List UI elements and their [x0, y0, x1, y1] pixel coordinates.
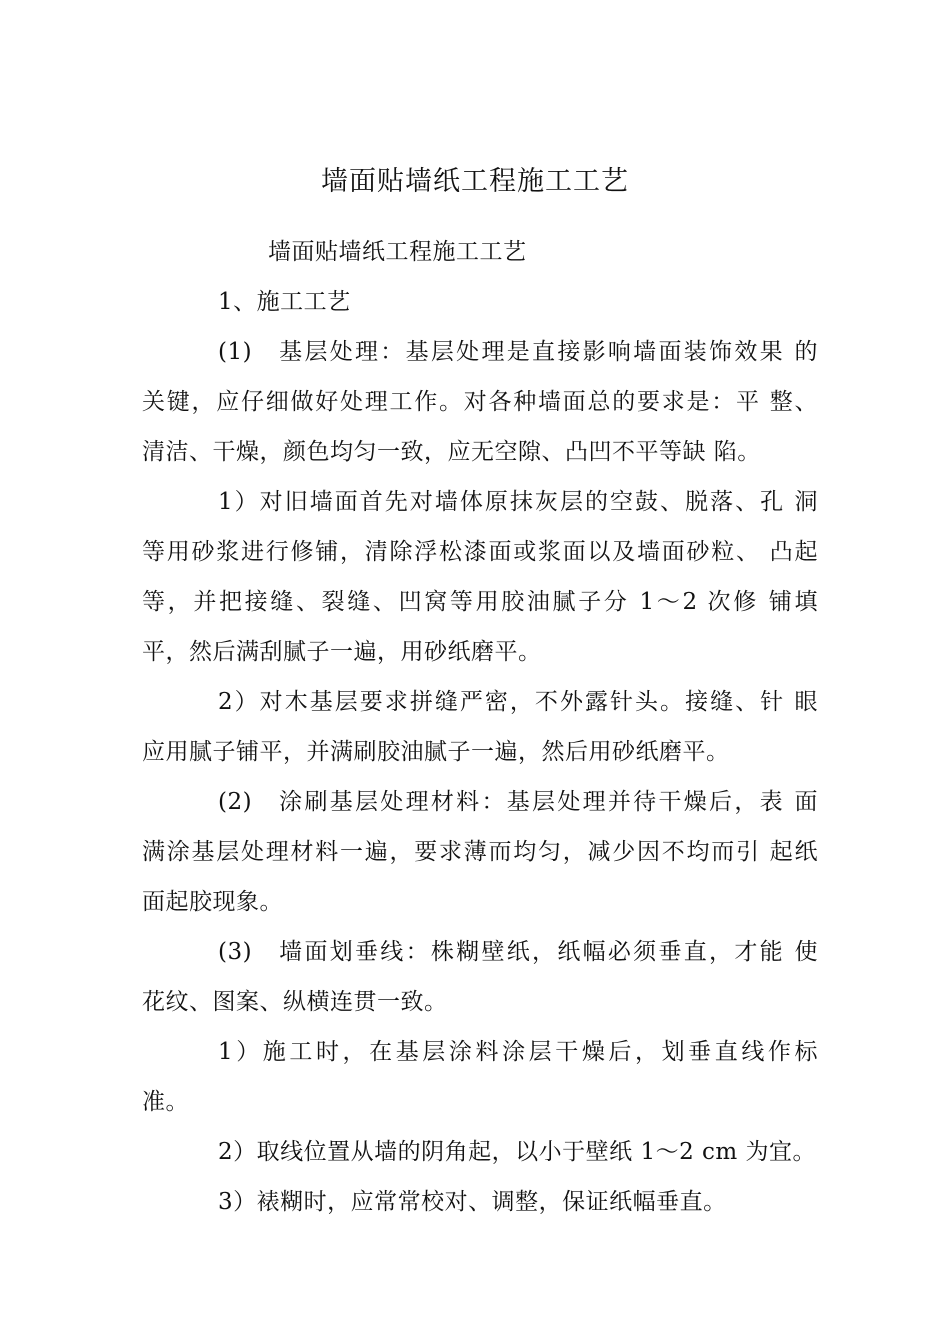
paragraph-line: 2）取线位置从墙的阴角起，以小于壁纸 1〜2 cm 为宜。: [218, 1139, 817, 1165]
paragraph-line: 等用砂浆进行修铺，清除浮松漆面或浆面以及墙面砂粒、 凸起: [142, 539, 818, 565]
paragraph-line: 等，并把接缝、裂缝、凹窝等用胶油腻子分 1〜2 次修 铺填: [142, 589, 818, 615]
paragraph-line: 面起胶现象。: [142, 889, 283, 915]
paragraph-line: 花纹、图案、纵横连贯一致。: [142, 989, 448, 1015]
document-title: 墙面贴墙纸工程施工工艺: [321, 166, 629, 197]
section-heading: 1、施工工艺: [218, 289, 351, 315]
document-subtitle: 墙面贴墙纸工程施工工艺: [268, 239, 527, 265]
paragraph-line: 1）对旧墙面首先对墙体原抹灰层的空鼓、脱落、孔 洞: [218, 489, 818, 515]
paragraph-line: 平，然后满刮腻子一遍，用砂纸磨平。: [142, 639, 542, 665]
paragraph-line: 应用腻子铺平，并满刷胶油腻子一遍，然后用砂纸磨平。: [142, 739, 730, 765]
paragraph-line: 1）施工时，在基层涂料涂层干燥后，划垂直线作标: [218, 1039, 818, 1065]
paragraph-line: (3) 墙面划垂线：株糊壁纸，纸幅必须垂直，才能 使: [218, 939, 818, 965]
paragraph-line: 清洁、干燥，颜色均匀一致，应无空隙、凸凹不平等缺 陷。: [142, 439, 761, 465]
paragraph-line: 2）对木基层要求拼缝严密，不外露针头。接缝、针 眼: [218, 689, 818, 715]
paragraph-line: (2) 涂刷基层处理材料：基层处理并待干燥后，表 面: [218, 789, 818, 815]
paragraph-line: 3）裱糊时，应常常校对、调整，保证纸幅垂直。: [218, 1189, 727, 1215]
paragraph-line: 关键，应仔细做好处理工作。对各种墙面总的要求是：平 整、: [142, 389, 818, 415]
paragraph-line: (1) 基层处理：基层处理是直接影响墙面装饰效果 的: [218, 339, 818, 365]
paragraph-line: 满涂基层处理材料一遍，要求薄而均匀，减少因不均而引 起纸: [142, 839, 818, 865]
paragraph-line: 准。: [142, 1089, 189, 1115]
